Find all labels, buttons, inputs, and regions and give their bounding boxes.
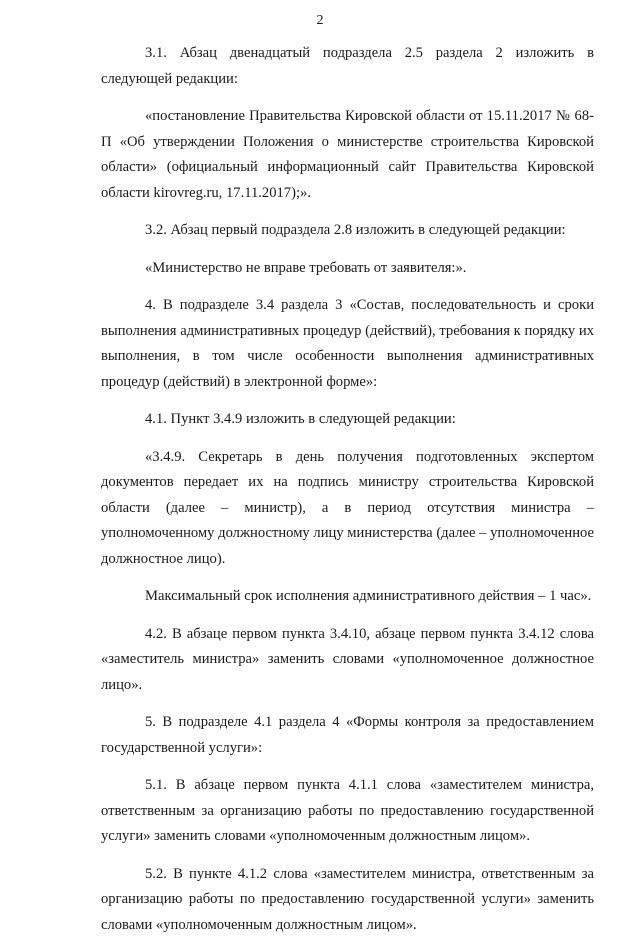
paragraph-3-2: 3.2. Абзац первый подраздела 2.8 изложить в следующей редакции: (101, 218, 594, 244)
paragraph-4: 4. В подразделе 3.4 раздела 3 «Состав, последовательность и сроки выполнения административных процедур (действий), требования к порядку их выполнения, в том числе особенности выполнения административных процедур (действий) в электронной форме»: (101, 293, 594, 395)
paragraph-3-1-text: «постановление Правительства Кировской области от 15.11.2017 № 68-П «Об утверждении Положения о министерстве строительства Кировской области» (официальный информационный сайт Правительства Кировской области kirovreg.ru, 17.11.2017);». (101, 104, 594, 206)
paragraph-3-2-text: «Министерство не вправе требовать от заявителя:». (101, 256, 594, 282)
paragraph-5: 5. В подразделе 4.1 раздела 4 «Формы контроля за предоставлением государственной услуги»: (101, 710, 594, 761)
document-body (101, 41, 594, 938)
paragraph-3-1: 3.1. Абзац двенадцатый подраздела 2.5 раздела 2 изложить в следующей редакции: (101, 41, 594, 92)
paragraph-4-2: 4.2. В абзаце первом пункта 3.4.10, абзаце первом пункта 3.4.12 слова «заместитель министра» заменить словами «уполномоченное должностное лицо». (101, 622, 594, 699)
paragraph-5-2: 5.2. В пункте 4.1.2 слова «заместителем министра, ответственным за организацию работы по предоставлению государственной услуги» заменить словами «уполномоченным должностным лицом». (101, 862, 594, 938)
paragraph-4-1-deadline: Максимальный срок исполнения административного действия – 1 час». (101, 584, 594, 610)
page-number: 2 (0, 13, 640, 29)
paragraph-5-1: 5.1. В абзаце первом пункта 4.1.1 слова «заместителем министра, ответственным за организацию работы по предоставлению государственной услуги» заменить словами «уполномоченным должностным лицом». (101, 773, 594, 850)
paragraph-4-1-text: «3.4.9. Секретарь в день получения подготовленных экспертом документов передает их на подпись министру строительства Кировской области (далее – министр), а в период отсутствия министра – уполномоченному должностному лицу министерства (далее – уполномоченное должностное лицо). (101, 445, 594, 573)
paragraph-4-1: 4.1. Пункт 3.4.9 изложить в следующей редакции: (101, 407, 594, 433)
